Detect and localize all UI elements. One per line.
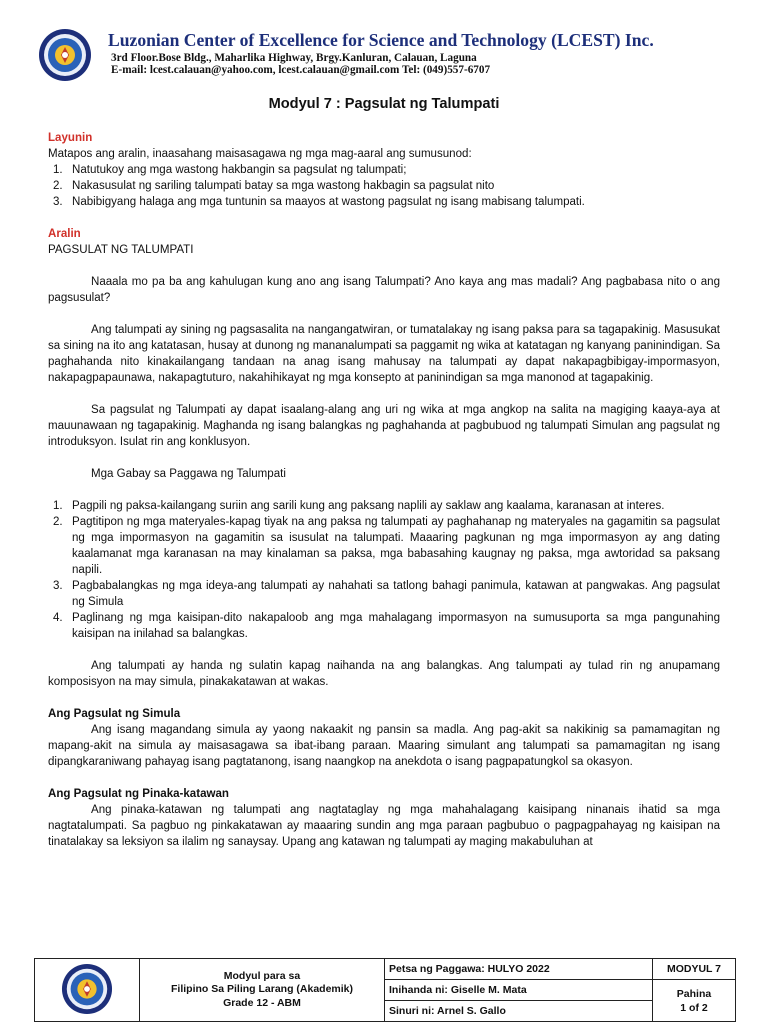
- list-item: 2. Pagtitipon ng mga materyales-kapag tiyak na ang paksa ng talumpati ay paghahanap ng materyales na gagamitin sa pagsulat ng mga impormasyon na gagamitin sa isusulat na talumpati. Maaaring pagkunan ng mga impormasyon ay ang dating kaalamanat mga karanasan na may kinalaman sa paksa, mga babasahing kaugnay ng paksa, mga awtoridad sa paksang napili.: [53, 516, 720, 576]
- footer: [34, 958, 736, 1022]
- katawan-heading: Ang Pagsulat ng Pinaka-katawan: [48, 788, 229, 800]
- list-item: 4. Paglinang ng mga kaisipan-dito nakapaloob ang mga mahalagang impormasyon na sumusuporta sa mga pangunahing kaisipan na inilahad sa balangkas.: [53, 612, 720, 640]
- list-item: 2. Nakasusulat ng sariling talumpati batay sa mga wastong hakbagin sa pagsulat nito: [53, 180, 495, 192]
- list-item: 3. Pagbabalangkas ng mga ideya-ang talumpati ay nahahati sa tatlong bahagi panimula, katawan at pangwakas. Ang pagsulat ng Simula: [53, 580, 720, 608]
- list-item: 1. Natutukoy ang mga wastong hakbangin sa pagsulat ng talumpati;: [53, 164, 407, 176]
- module-body: [48, 130, 720, 850]
- paragraph: Ang isang magandang simula ay yaong nakaakit ng pansin sa madla. Ang pag-akit sa nakikinig sa pamamagitan ng mapang-akit na simula ay maisasagawa sa ibat-ibang paraan. Maaring simulant ang talumpati sa pamamagitan ng isang dipangkaraniwang pahayag isang pagtatanong, isang naangkop na anekdota o isang pagpapatungkol sa okasyon.: [48, 724, 720, 768]
- gabay-heading: Mga Gabay sa Paggawa ng Talumpati: [91, 468, 286, 480]
- layunin-intro: Matapos ang aralin, inaasahang maisasagawa ng mga mag-aaral ang sumusunod:: [48, 148, 472, 160]
- institution-name: Luzonian Center of Excellence for Science and Technology (LCEST) Inc.: [108, 30, 654, 50]
- institution-contact: E-mail: lcest.calauan@yahoo.com, lcest.calauan@gmail.com Tel: (049)557-6707: [111, 64, 491, 76]
- aralin-subheading: PAGSULAT NG TALUMPATI: [48, 244, 194, 256]
- school-seal-logo: [61, 963, 113, 1015]
- paragraph: Ang talumpati ay handa ng sulatin kapag naihanda na ang balangkas. Ang talumpati ay tulad rin ng anupamang komposisyon na may simula, pinakakatawan at wakas.: [48, 660, 720, 688]
- list-item: 1. Pagpili ng paksa-kailangang suriin ang sarili kung ang paksang naplili ay saklaw ang kaalama, karanasan at interes.: [53, 500, 665, 512]
- footer-pahina: Pahina 1 of 2: [653, 980, 736, 1022]
- simula-heading: Ang Pagsulat ng Simula: [48, 708, 181, 720]
- paragraph: Ang pinaka-katawan ng talumpati ang nagtataglay ng mga mahahalagang kaisipang ninanais ihatid sa mga nagtatalumpati. Sa pagbuo ng pinkakatawan ay maaaring sundin ang mga paraan pagbubuo o pagpagpahayag ng kaisipan na tinatalakay sa leksiyon sa ilalim ng sanaysay. Upang ang katawan ng talumpati ay maging makabuluhan at: [48, 804, 720, 848]
- footer-subject: Modyul para sa Filipino Sa Piling Larang (Akademik) Grade 12 - ABM: [140, 959, 385, 1022]
- layunin-list: [48, 162, 720, 210]
- footer-inihanda: Inihanda ni: Giselle M. Mata: [385, 980, 653, 1001]
- list-item: 3. Nabibigyang halaga ang mga tuntunin sa maayos at wastong pagsulat ng isang mabisang talumpati.: [53, 196, 585, 208]
- institution-address: 3rd Floor.Bose Bldg., Maharlika Highway, Brgy.Kanluran, Calauan, Laguna: [111, 52, 477, 64]
- gabay-list: [48, 498, 720, 642]
- layunin-heading: Layunin: [48, 132, 93, 144]
- aralin-heading: Aralin: [48, 228, 81, 240]
- page-title: Modyul 7 : Pagsulat ng Talumpati: [268, 96, 500, 112]
- paragraph: Ang talumpati ay sining ng pagsasalita na nangangatwiran, or tumatalakay ng isang paksa para sa tagapakinig. Masusukat sa sining na ito ang katatasan, husay at dunong ng mananalumpati sa paggamit ng wika at katatagan ng kanyang paninindigan. Sa paghahanda nito kinakailangang tandaan na anag isang mahusay na talumpati ay dapat nakapagbibigay-impormasyon, nakapagpapaunawa, nakapagtuturo, nakahihikayat ng mga konsepto at paninindigan sa mga manonod at tagapakinig.: [48, 324, 720, 384]
- footer-petsa: Petsa ng Paggawa: HULYO 2022: [385, 959, 653, 980]
- paragraph: Naaala mo pa ba ang kahulugan kung ano ang isang Talumpati? Ano kaya ang mas madali? Ang pagbabasa nito o ang pagsusulat?: [48, 276, 720, 304]
- footer-modyul: MODYUL 7: [653, 959, 736, 980]
- footer-sinuri: Sinuri ni: Arnel S. Gallo: [385, 1001, 653, 1022]
- letterhead: [38, 28, 738, 80]
- footer-table: [34, 958, 736, 1022]
- footer-logo-cell: [35, 959, 140, 1022]
- school-seal-logo: [38, 28, 92, 82]
- paragraph: Sa pagsulat ng Talumpati ay dapat isaalang-alang ang uri ng wika at mga angkop na salita na magiging kaaya-aya at mauunawaan ng tagapakinig. Maghanda ng isang balangkas ng paghahanda at pagbubuod ng talumpati Simulan ang pagsulat ng introduksyon. Isulat rin ang konklusyon.: [48, 404, 720, 448]
